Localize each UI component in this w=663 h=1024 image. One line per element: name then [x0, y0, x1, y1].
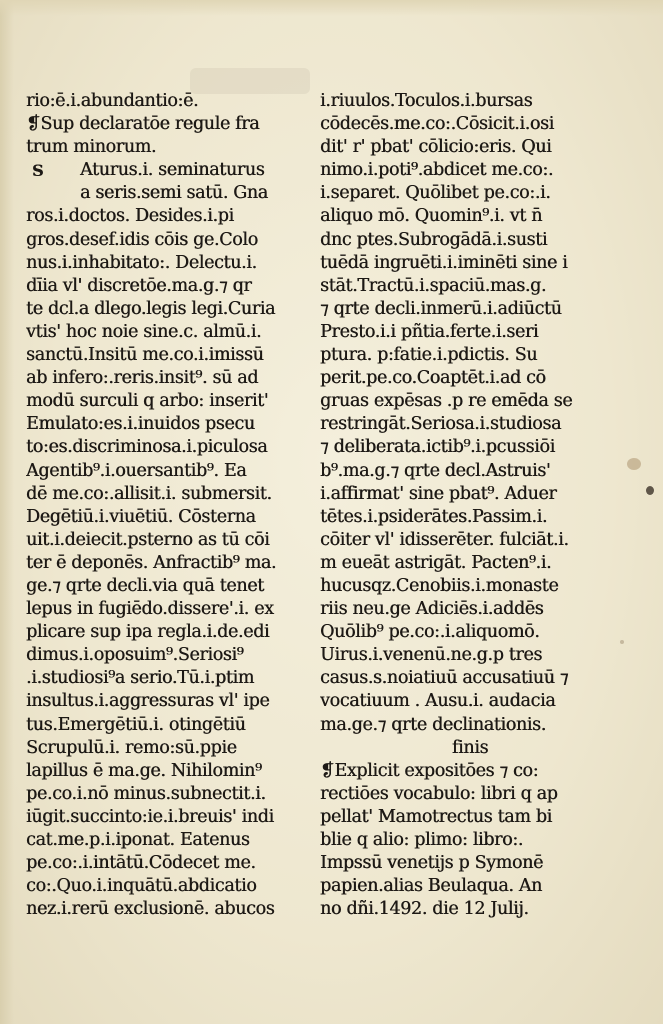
- text-line: cōdecēs.me.co:.Cōsicit.i.osi: [320, 114, 554, 135]
- paragraph-mark-icon: ❡: [320, 760, 335, 781]
- text-line-with-initial: [26, 159, 320, 182]
- text-line: ter ē deponēs. Anfractib⁹ ma.: [26, 552, 277, 573]
- text-line: .i.studiosi⁹a serio.Tū.i.ptim: [26, 668, 254, 689]
- text-line: iūgit.succinto:ie.i.breuis' indi: [26, 806, 274, 827]
- text-line: Agentib⁹.i.ouersantib⁹. Ea: [26, 460, 247, 481]
- text-line: te dcl.a dlego.legis legi.Curia: [26, 298, 276, 319]
- text-line: a seris.semi satū. Gna: [80, 183, 268, 204]
- text-line: tus.Emergētiū.i. otingētiū: [26, 714, 246, 735]
- text-line: stāt.Tractū.i.spaciū.mas.g.: [320, 275, 547, 296]
- paragraph-mark-icon: ❡: [26, 114, 41, 135]
- text-line: pe.co.i.nō minus.subnectit.i.: [26, 783, 266, 804]
- text-line: trum minorum.: [26, 137, 157, 158]
- text-line: Aturus.i. seminaturus: [80, 160, 265, 181]
- text-line: casus.s.noiatiuū accusatiuū ⁊: [320, 668, 569, 689]
- text-line: ⁊ qrte decli.inmerū.i.adiūctū: [320, 298, 562, 319]
- text-line: co:.Quo.i.inquātū.abdicatio: [26, 876, 257, 897]
- text-line: rectiōes vocabulo: libri q ap: [320, 783, 558, 804]
- text-line: ros.i.doctos. Desides.i.pi: [26, 206, 234, 227]
- text-line: aliquo mō. Quomin⁹.i. vt n̄: [320, 206, 543, 227]
- colophon-line: papien.alias Beulaqua. An: [320, 876, 542, 897]
- text-line: cōiter vl' idisserēter. fulciāt.i.: [320, 529, 569, 550]
- text-line: restringāt.Seriosa.i.studiosa: [320, 414, 562, 435]
- text-line-with-paragraph-mark: [26, 113, 320, 136]
- text-line: Sup declaratōe regule fra: [40, 114, 260, 135]
- drop-initial-letter: S: [32, 161, 44, 181]
- text-line: Uirus.i.venenū.ne.g.p tres: [320, 645, 543, 666]
- text-line: tētes.i.psiderātes.Passim.i.: [320, 506, 548, 527]
- text-line: Emulato:es.i.inuidos psecu: [26, 414, 255, 435]
- text-line: pellat' Mamotrectus tam bi: [320, 806, 552, 827]
- text-line: vtis' hoc noie sine.c. almū.i.: [26, 321, 262, 342]
- colophon-date-line: no dñi.1492. die 12 Julij.: [320, 899, 529, 920]
- text-line: pe.co:.i.intātū.Cōdecet me.: [26, 853, 256, 874]
- paper-stain: [627, 458, 641, 470]
- text-line: i.separet. Quōlibet pe.co:.i.: [320, 183, 551, 204]
- text-line: modū surculi q arbo: inserit': [26, 391, 269, 412]
- text-line: Presto.i.i pñtia.ferte.i.seri: [320, 321, 539, 342]
- colophon-line: Impssū venetijs p Symonē: [320, 853, 543, 874]
- text-line: ma.ge.⁊ qrte declinationis.: [320, 714, 546, 735]
- page-left-edge-shadow: [0, 0, 14, 1024]
- text-line: dimus.i.oposuim⁹.Seriosi⁹: [26, 645, 244, 666]
- text-line: dnc ptes.Subrogādā.i.susti: [320, 229, 548, 250]
- text-line: b⁹.ma.g.⁊ qrte decl.Astruis': [320, 460, 551, 481]
- text-line: dē me.co:.allisit.i. submersit.: [26, 483, 272, 504]
- text-line: dīia vl' discretōe.ma.g.⁊ qr: [26, 275, 252, 296]
- text-line: vocatiuum . Ausu.i. audacia: [320, 691, 556, 712]
- text-line: lepus in fugiēdo.dissere'.i. ex: [26, 599, 274, 620]
- text-line: insultus.i.aggressuras vl' ipe: [26, 691, 270, 712]
- text-line: tuēdā ingruēti.i.iminēti sine i: [320, 252, 568, 273]
- text-line: Degētiū.i.viuētiū. Cōsterna: [26, 506, 256, 527]
- text-line: i.affirmat' sine pbat⁹. Aduer: [320, 483, 557, 504]
- text-line: gruas expēsas .p re emēda se: [320, 391, 573, 412]
- text-line: uit.i.deiecit.psterno as tū cōi: [26, 529, 270, 550]
- text-line: sanctū.Insitū me.co.i.imissū: [26, 345, 264, 366]
- text-line: to:es.discriminosa.i.piculosa: [26, 437, 268, 458]
- text-line: nus.i.inhabitato:. Delectu.i.: [26, 252, 257, 273]
- text-line: Explicit expositōes ⁊ co:: [334, 760, 539, 781]
- text-line: ptura. p:fatie.i.pdictis. Su: [320, 345, 538, 366]
- paper-stain: [620, 640, 624, 644]
- left-text-column: [26, 90, 320, 930]
- text-line: nimo.i.poti⁹.abdicet me.co:.: [320, 160, 554, 181]
- text-line: riis neu.ge Adiciēs.i.addēs: [320, 599, 544, 620]
- text-line: Quōlib⁹ pe.co:.i.aliquomō.: [320, 622, 540, 643]
- text-line: rio:ē.i.abundantio:ē.: [26, 91, 199, 111]
- text-line: ⁊ deliberata.ictib⁹.i.pcussiōi: [320, 437, 555, 458]
- text-line: m eueāt astrigāt. Pacten⁹.i.: [320, 552, 552, 573]
- finis-line: finis: [451, 737, 489, 758]
- text-line: plicare sup ipa regla.i.de.edi: [26, 622, 270, 643]
- text-line: i.riuulos.Toculos.i.bursas: [320, 91, 533, 111]
- text-line: lapillus ē ma.ge. Nihilomin⁹: [26, 760, 262, 781]
- text-line-with-paragraph-mark: [320, 760, 620, 783]
- paper-stain: [646, 486, 654, 495]
- text-line: ge.⁊ qrte decli.via quā tenet: [26, 575, 264, 596]
- text-line: cat.me.p.i.iponat. Eatenus: [26, 830, 250, 850]
- text-line: nez.i.rerū exclusionē. abucos: [26, 899, 275, 920]
- page-top-edge-shadow: [0, 0, 663, 16]
- text-line: ab infero:.reris.insit⁹. sū ad: [26, 368, 259, 389]
- text-line: dit' r' pbat' cōlicio:eris. Qui: [320, 137, 552, 158]
- right-text-column: [320, 90, 620, 930]
- text-line: Scrupulū.i. remo:sū.ppie: [26, 737, 237, 758]
- text-line: blie q alio: plimo: libro:.: [320, 830, 523, 850]
- text-line: gros.desef.idis cōis ge.Colo: [26, 229, 258, 250]
- text-line: hucusqz.Cenobiis.i.monaste: [320, 575, 559, 596]
- text-line: perit.pe.co.Coaptēt.i.ad cō: [320, 368, 546, 389]
